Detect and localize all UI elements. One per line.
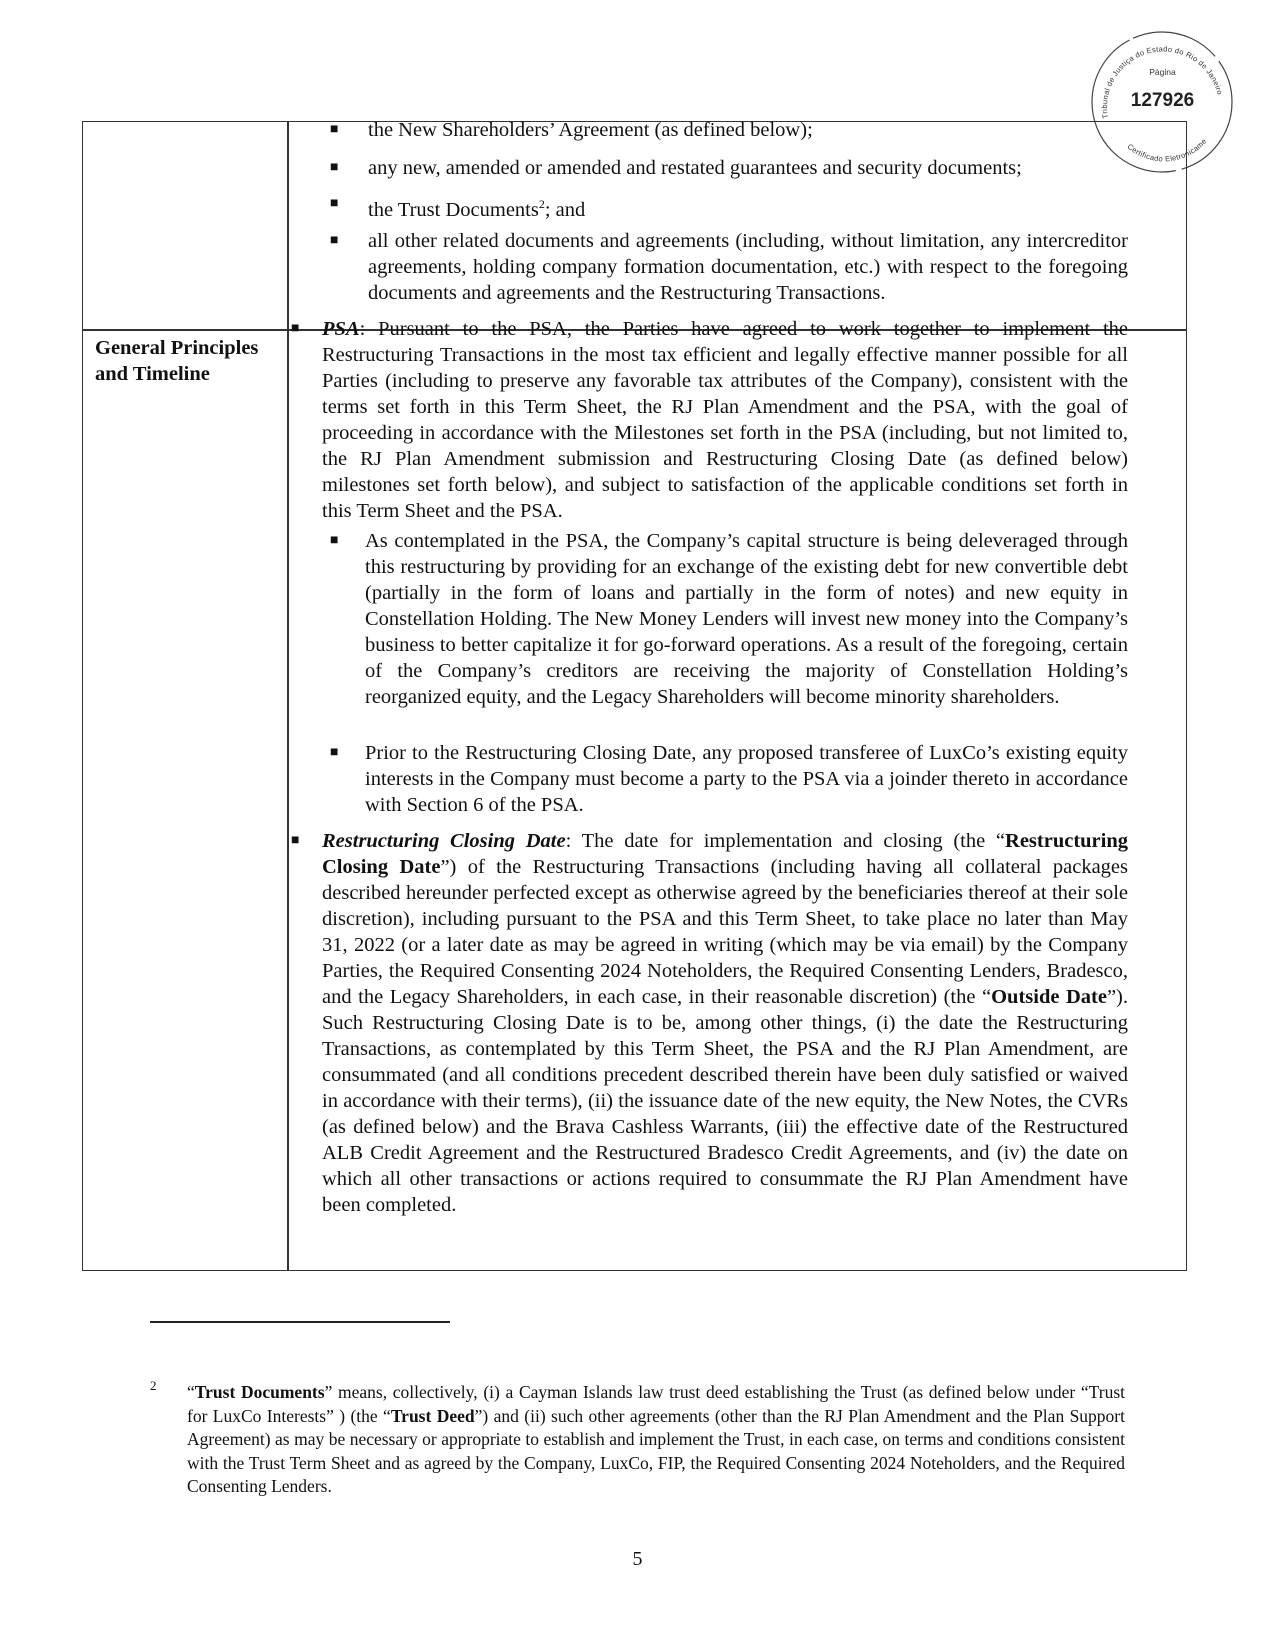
rcd-defined-term: Restructuring Closing Date [322,830,1128,878]
rcd-text: ”). Such Restructuring Closing Date is to be, among other things, (i) the date the Restructuring Transactions, as contemplated by this Term Sheet, the PSA and the RJ Plan Amendment, are consummated (and all conditions precedent described therein have been duly satisfied or waived in accordance with their terms), (ii) the issuance date of the new equity, the New Notes, the CVRs (as defined below) and the Brava Cashless Warrants, (iii) the effective date of the Restructured ALB Credit Agreement and the Restructured Bradesco Credit Agreements, and (iv) the date on which all other transactions or actions required to consummate the RJ Plan Amendment have been completed. [322,986,1129,1216]
footnote-text [187,1381,1125,1499]
page-number: 5 [632,1548,643,1570]
seal-label: Página [1149,67,1176,77]
psa-term: PSA [322,318,360,340]
footnote-number: 2 [150,1378,157,1393]
list-item: all other related documents and agreements (including, without limitation, any intercreditor agreements, holding company formation documentation, etc.) with respect to the foregoing documents and agreements and the Restructuring Transactions. [368,230,1128,304]
rcd-text: : The date for implementation and closing (the “ [565,830,1006,852]
rcd-text: ”) of the Restructuring Transactions (including having all collateral packages described hereunder perfected except as otherwise agreed by the beneficiaries thereof at their sole discretion), including pursuant to the PSA and this Term Sheet, to take place no later than May 31, 2022 (or a later date as may be agreed in writing (which may be via email) by the Company Parties, the Required Consenting 2024 Noteholders, the Required Consenting Lenders, Bradesco, and the Legacy Shareholders, in each case, in their reasonable discretion) (the “ [322,856,1128,1008]
psa-subitem: Prior to the Restructuring Closing Date, any proposed transferee of LuxCo’s existing equity interests in the Company must become a party to the PSA via a joinder thereto in accordance with Section 6 of the PSA. [365,742,1128,816]
bullet-icon: ■ [291,321,300,336]
rcd-term: Restructuring Closing Date [322,830,566,852]
footnote-part: ” means, collectively, (i) a Cayman Islands law trust deed establishing the Trust (as defined below under “Trust for LuxCo Interests” ) (the “ [187,1382,1125,1426]
list-item: any new, amended or amended and restated guarantees and security documents; [368,157,1022,179]
seal-ring-bottom: Certificado Eletronicame [1125,136,1209,164]
footnote-bold-term: Trust Documents [194,1382,325,1402]
psa-text: : Pursuant to the PSA, the Parties have agreed to work together to implement the Restructuring Transactions in the most tax efficient and legally effective manner possible for all Parties (including to preserve any favorable tax attributes of the Company), consistent with the terms set forth in this Term Sheet, the RJ Plan Amendment and the PSA, with the goal of proceeding in accordance with the Milestones set forth in the PSA (including, but not limited to, the RJ Plan Amendment submission and Restructuring Closing Date (as defined below) milestones set forth below), and subject to satisfaction of the applicable conditions set forth in this Term Sheet and the PSA. [322,318,1128,522]
row-label: General Principles and Timeline [95,337,259,385]
trust-text: the Trust Documents [368,198,539,221]
trust-tail: ; and [544,198,586,221]
bullet-icon: ■ [330,196,339,211]
footnote-part: “ [187,1382,195,1402]
column-divider [287,122,289,1270]
footnote-ref: 2 [538,197,545,211]
list-item: the New Shareholders’ Agreement (as defined below); [368,119,813,141]
list-item-trust-documents [368,191,1128,223]
psa-subitem: As contemplated in the PSA, the Company’s capital structure is being deleveraged through this restructuring by providing for an exchange of the existing debt for new convertible debt (partially in the form of loans and partially in the form of notes) and new equity in Constellation Holding. The New Money Lenders will invest new money into the Company’s business to better capitalize it for go-forward operations. As a result of the foregoing, certain of the Company’s creditors are receiving the majority of Constellation Holding’s reorganized equity, and the Legacy Shareholders will become minority shareholders. [365,530,1128,708]
seal-page-number: 127926 [1130,90,1195,111]
psa-paragraph [322,316,1128,524]
outside-date-term: Outside Date [991,986,1107,1008]
footnote-bold-term: Trust Deed [390,1405,475,1426]
bullet-icon: ■ [330,233,339,248]
footnote-separator [150,1321,450,1323]
bullet-icon: ■ [291,833,300,848]
bullet-icon: ■ [330,160,339,175]
bullet-icon: ■ [330,122,339,137]
bullet-icon: ■ [330,533,339,548]
bullet-icon: ■ [330,745,339,760]
footnote-part: ”) and (ii) such other agreements (other than the RJ Plan Amendment and the Plan Support Agreement) as may be necessary or appropriate to establish and implement the Trust, in each case, on terms and conditions consistent with the Trust Term Sheet and as agreed by the Company, LuxCo, FIP, the Required Consenting 2024 Noteholders, and the Required Consenting Lenders. [187,1405,1125,1496]
rcd-paragraph [322,828,1128,1218]
seal-ring-top: Tribunal de Justiça do Estado do Rio de Janeiro [1099,44,1225,120]
